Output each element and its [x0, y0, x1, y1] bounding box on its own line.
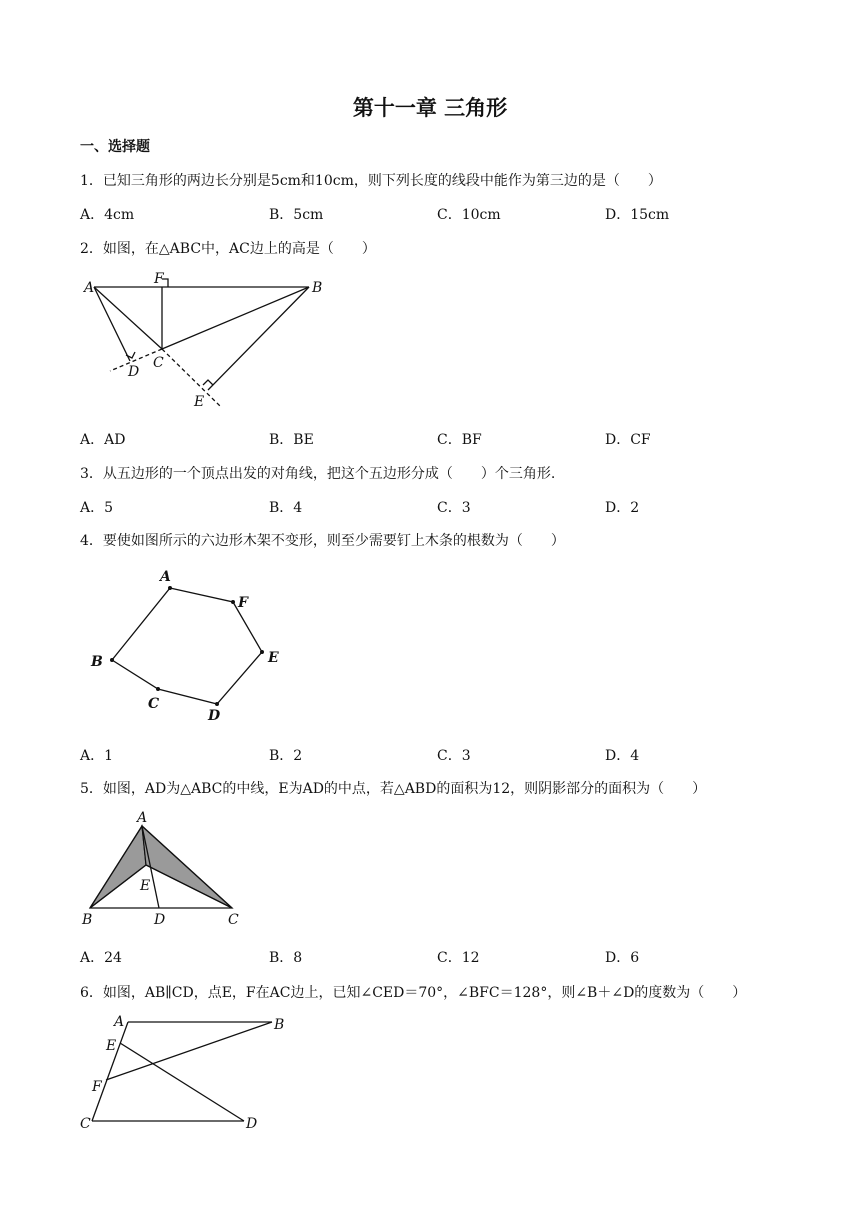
label-a: A [137, 810, 148, 826]
option-b: B．2 [269, 748, 303, 764]
label-c: C [80, 1116, 91, 1132]
shaded-triangle-figure [80, 806, 260, 932]
figure-labels [90, 569, 279, 724]
option-b: B．8 [269, 950, 303, 966]
option-b: B．BE [269, 432, 314, 448]
question-2-stem: 2．如图，在△ABC中，AC边上的高是（ ） [80, 241, 376, 257]
label-c: C [148, 696, 160, 712]
question-5-stem: 5．如图，AD为△ABC的中线，E为AD的中点，若△ABD的面积为12，则阴影部分的面积为（ ） [80, 781, 707, 797]
label-c: C [153, 355, 164, 371]
label-b: B [312, 280, 323, 296]
label-a: A [84, 280, 95, 296]
label-f: F [238, 595, 248, 611]
label-e: E [140, 878, 151, 894]
option-c: C．BF [437, 432, 482, 448]
option-c: C．3 [437, 748, 471, 764]
question-6-stem: 6．如图，AB∥CD，点E，F在AC边上，已知∠CED＝70°，∠BFC＝128°，则∠B＋∠D的度数为（ ） [80, 985, 747, 1001]
option-d: D．6 [605, 950, 640, 966]
label-d: D [154, 912, 166, 928]
triangle-heights-figure [80, 268, 340, 418]
option-a: A．4cm [80, 207, 135, 223]
section-heading: 一、选择题 [80, 139, 150, 155]
label-c: C [228, 912, 239, 928]
question-3-stem: 3．从五边形的一个顶点出发的对角线，把这个五边形分成（ ）个三角形. [80, 466, 556, 482]
label-b: B [274, 1017, 285, 1033]
question-1-stem: 1．已知三角形的两边长分别是5cm和10cm，则下列长度的线段中能作为第三边的是（ ） [80, 173, 662, 189]
option-b: B．5cm [269, 207, 324, 223]
label-d: D [246, 1116, 258, 1132]
hexagon-frame-figure [80, 560, 300, 730]
label-f: F [92, 1079, 102, 1095]
option-c: C．10cm [437, 207, 501, 223]
label-b: B [91, 654, 103, 670]
option-a: A．24 [80, 950, 122, 966]
option-d: D．15cm [605, 207, 670, 223]
label-d: D [208, 708, 221, 724]
label-d: D [128, 364, 140, 380]
label-e: E [106, 1038, 117, 1054]
option-a: A．AD [80, 432, 126, 448]
option-c: C．3 [437, 500, 471, 516]
label-b: B [82, 912, 93, 928]
label-e: E [268, 650, 279, 666]
label-e: E [194, 394, 205, 410]
option-d: D．4 [605, 748, 640, 764]
figure-labels [80, 1014, 284, 1132]
question-4-stem: 4．要使如图所示的六边形木架不变形，则至少需要钉上木条的根数为（ ） [80, 533, 565, 549]
label-a: A [114, 1014, 125, 1030]
chapter-title: 第十一章 三角形 [352, 96, 508, 120]
option-d: D．2 [605, 500, 640, 516]
option-c: C．12 [437, 950, 480, 966]
option-d: D．CF [605, 432, 651, 448]
option-a: A．5 [80, 500, 114, 516]
option-b: B．4 [269, 500, 303, 516]
label-a: A [160, 569, 171, 585]
option-a: A．1 [80, 748, 114, 764]
label-f: F [154, 271, 164, 287]
parallel-lines-figure [76, 1010, 285, 1135]
